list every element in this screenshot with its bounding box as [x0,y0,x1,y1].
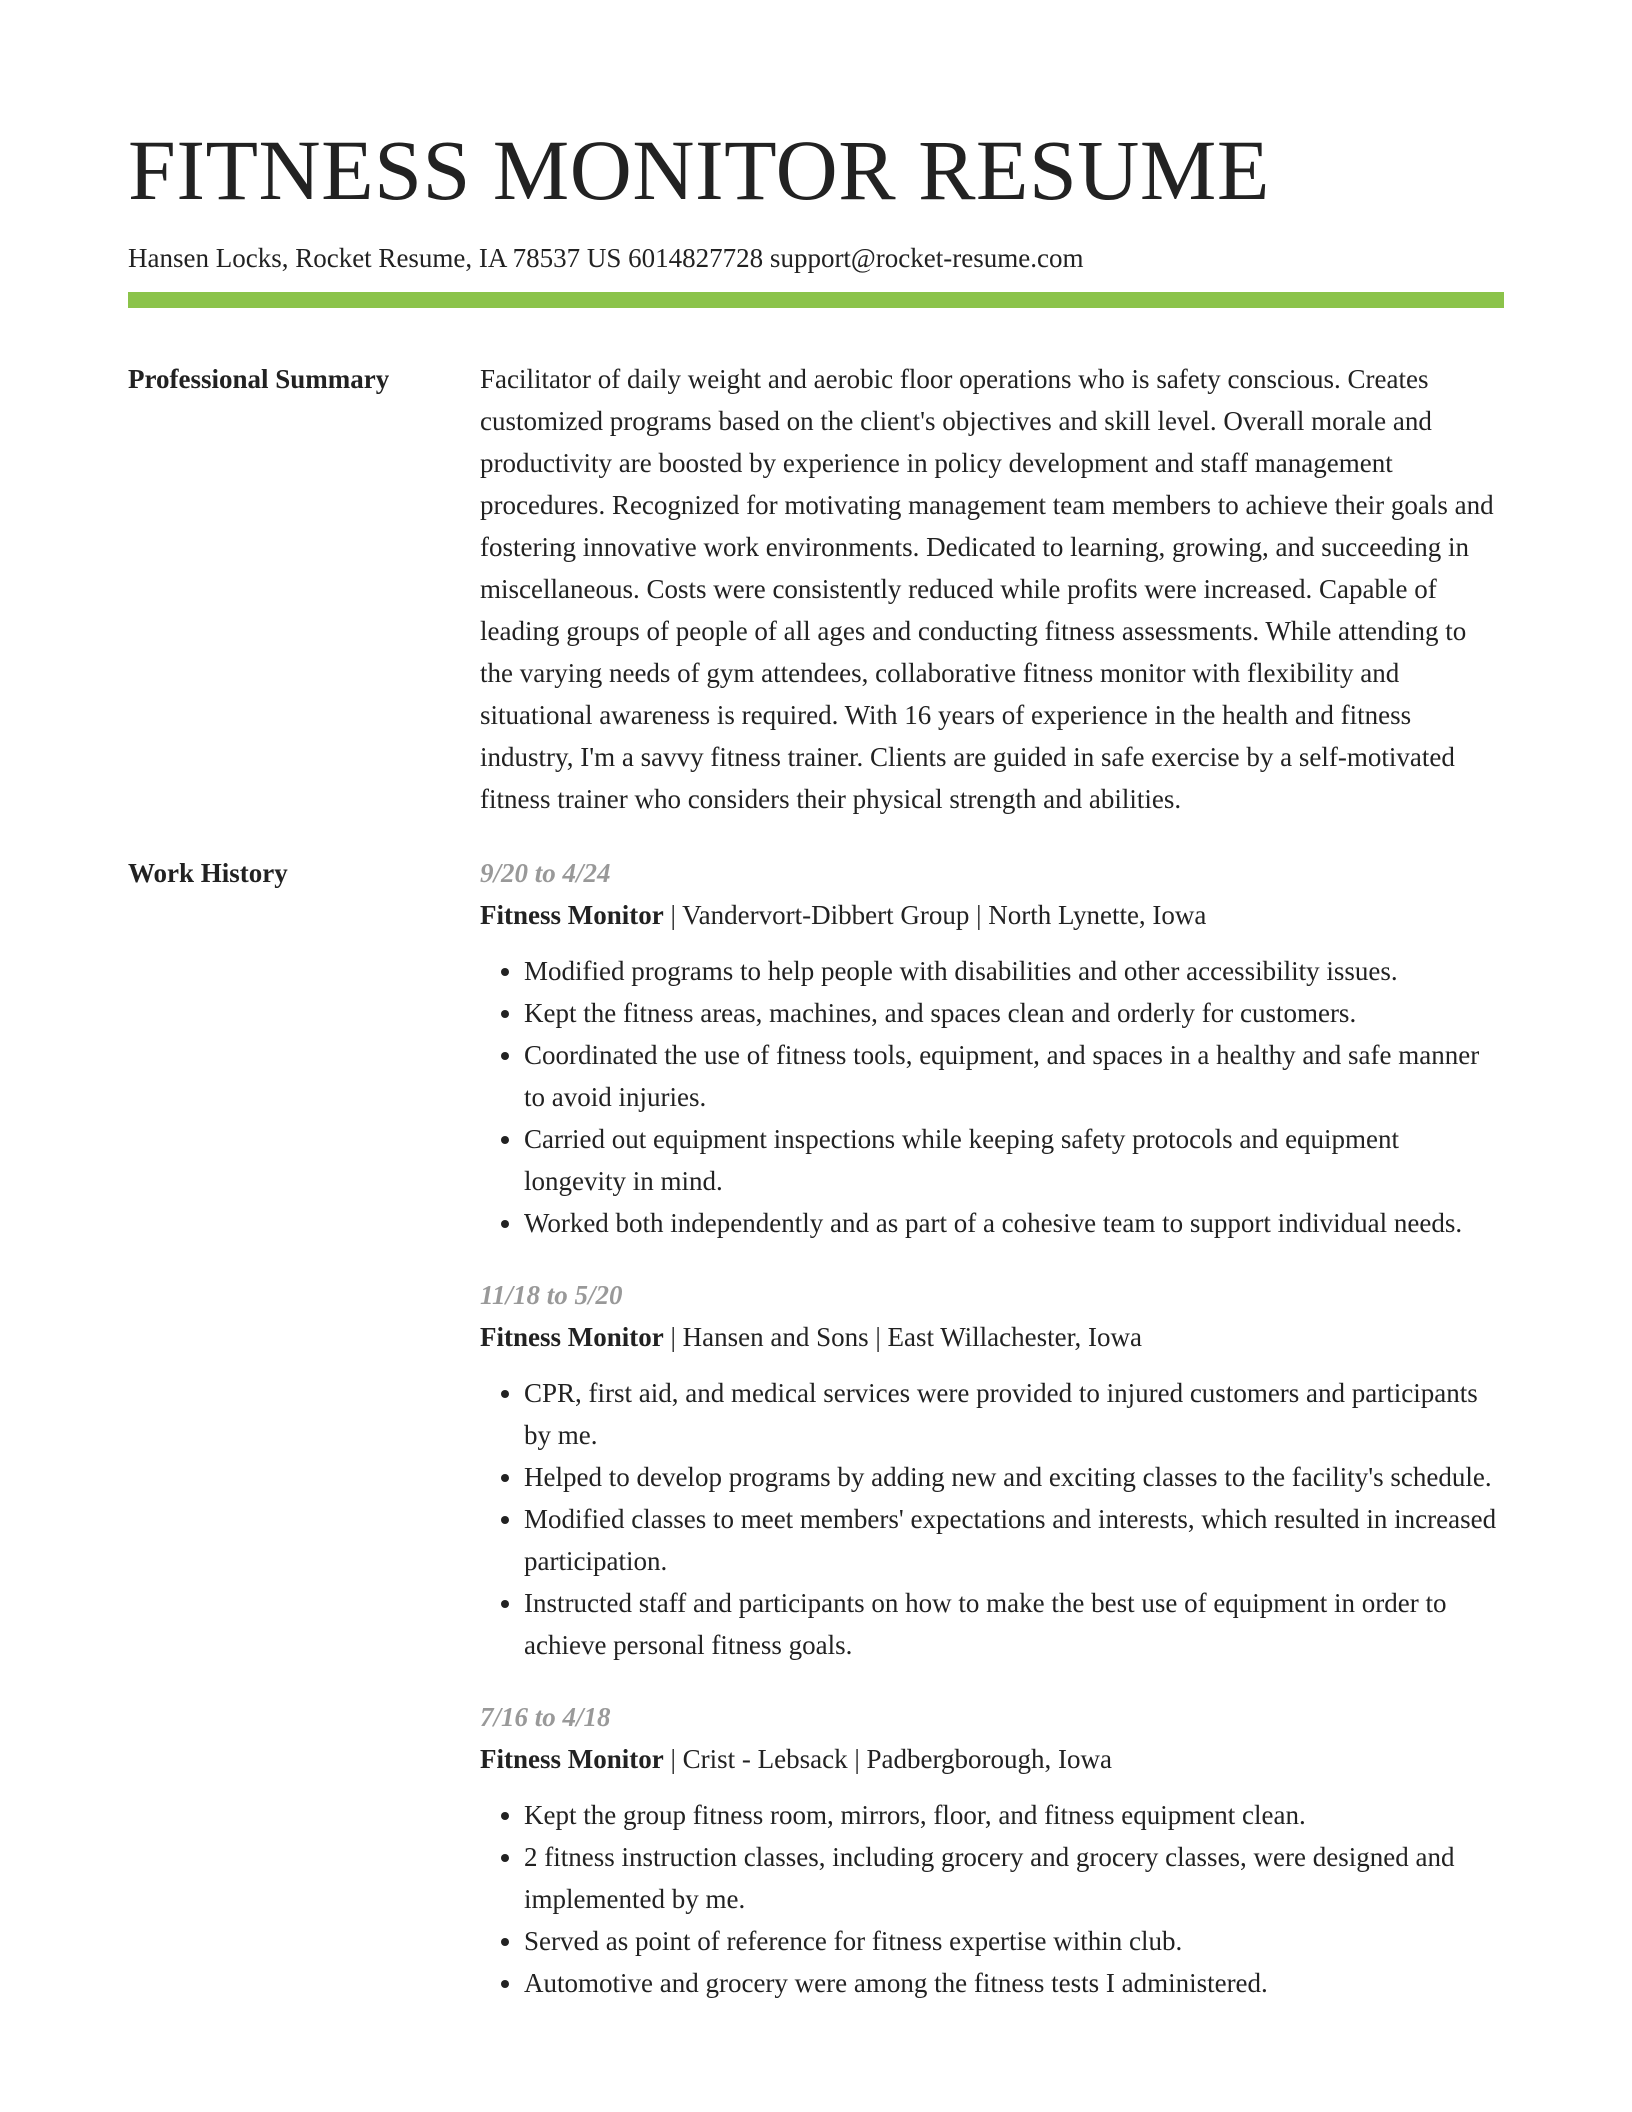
job-bullet: • Automotive and grocery were among the fitness tests I administered. [524,1962,1504,2004]
job-heading [480,894,1504,936]
job-bullet: • Worked both independently and as part of a cohesive team to support individual needs. [524,1202,1504,1244]
job-dates: 9/20 to 4/24 [480,858,611,888]
job-entry [480,852,1504,1244]
work-history-body [480,852,1504,2034]
job-details: | Crist - Lebsack | Padbergborough, Iowa [663,1744,1112,1774]
job-bullet: • Instructed staff and participants on how to make the best use of equipment in order to achieve personal fitness goals. [524,1582,1504,1666]
job-bullet-list [480,950,1504,1244]
section-label-work-history: Work History [128,858,288,888]
job-bullet: • Coordinated the use of fitness tools, equipment, and spaces in a healthy and safe manner to avoid injuries. [524,1034,1504,1118]
job-bullet-list [480,1372,1504,1666]
job-bullet: • 2 fitness instruction classes, including grocery and grocery classes, were designed and implemented by me. [524,1836,1504,1920]
job-bullet: • Helped to develop programs by adding new and exciting classes to the facility's schedule. [524,1456,1504,1498]
summary-body [480,358,1504,820]
job-heading [480,1316,1504,1358]
job-dates: 7/16 to 4/18 [480,1702,611,1732]
work-history-section [128,852,1504,2034]
contact-line: Hansen Locks, Rocket Resume, IA 78537 US 6014827728 support@rocket-resume.com [128,243,1084,273]
accent-divider [128,292,1504,308]
job-bullet: • Served as point of reference for fitness expertise within club. [524,1920,1504,1962]
summary-text: Facilitator of daily weight and aerobic floor operations who is safety conscious. Creates customized programs based on the client's objectives and skill level. Overall morale and productivity are boosted by experience in policy development and staff management procedures. Recognized for motivating management team members to achieve their goals and fostering innovative work environments. Dedicated to learning, growing, and succeeding in miscellaneous. Costs were consistently reduced while profits were increased. Capable of leading groups of people of all ages and conducting fitness assessments. While attending to the varying needs of gym attendees, collaborative fitness monitor with flexibility and situational awareness is required. With 16 years of experience in the health and fitness industry, I'm a savvy fitness trainer. Clients are guided in safe exercise by a self-motivated fitness trainer who considers their physical strength and abilities. [480,364,1494,814]
job-bullet: • Modified classes to meet members' expectations and interests, which resulted in increased participation. [524,1498,1504,1582]
job-title: Fitness Monitor [480,1322,664,1352]
job-title: Fitness Monitor [480,1744,664,1774]
job-entry [480,1696,1504,2004]
job-bullet: • CPR, first aid, and medical services were provided to injured customers and participants by me. [524,1372,1504,1456]
job-bullet: • Kept the group fitness room, mirrors, floor, and fitness equipment clean. [524,1794,1504,1836]
job-title: Fitness Monitor [480,900,664,930]
job-heading [480,1738,1504,1780]
job-bullet: • Kept the fitness areas, machines, and spaces clean and orderly for customers. [524,992,1504,1034]
job-entry [480,1274,1504,1666]
resume-title: FITNESS MONITOR RESUME [128,122,1270,218]
job-bullet: • Modified programs to help people with disabilities and other accessibility issues. [524,950,1504,992]
section-label-summary: Professional Summary [128,364,390,394]
summary-section [128,358,1504,820]
job-dates: 11/18 to 5/20 [480,1280,623,1310]
job-details: | Vandervort-Dibbert Group | North Lynette, Iowa [663,900,1207,930]
job-bullet-list [480,1794,1504,2004]
job-bullet: • Carried out equipment inspections while keeping safety protocols and equipment longevity in mind. [524,1118,1504,1202]
job-details: | Hansen and Sons | East Willachester, Iowa [663,1322,1143,1352]
